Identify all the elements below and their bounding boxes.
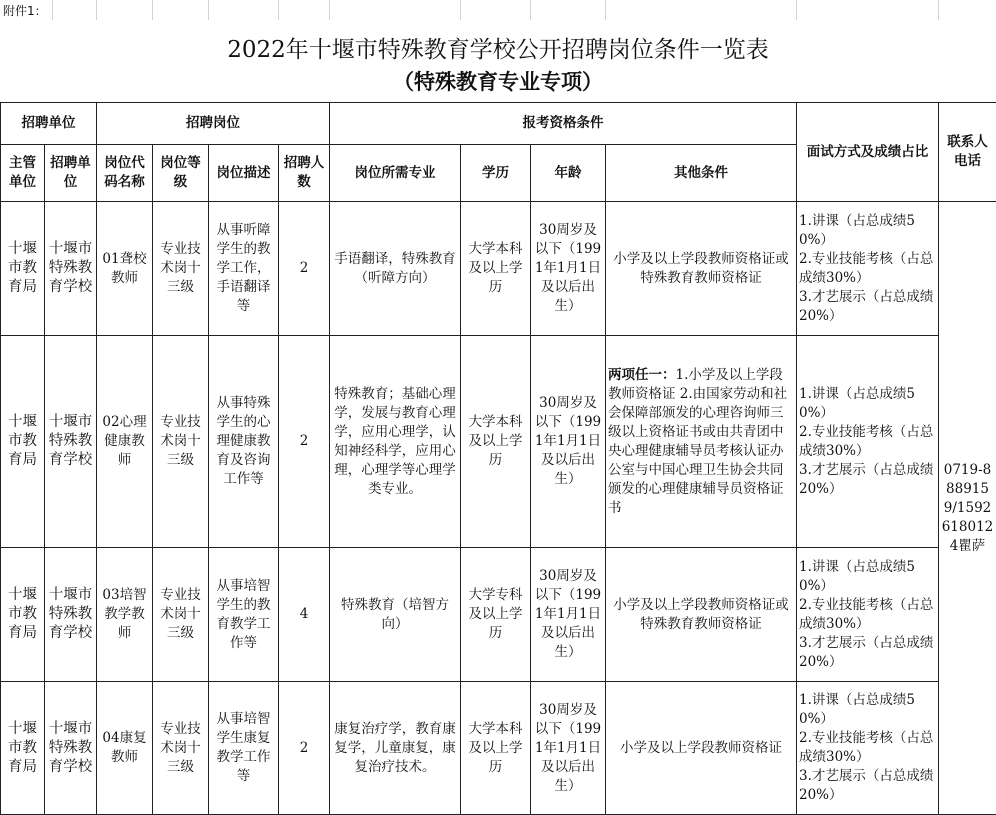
- interview-line: 1.讲课（占总成绩50%）: [799, 691, 936, 729]
- header-count: 招聘人数: [279, 145, 330, 202]
- cell-interview: [797, 202, 939, 336]
- cell-other: [606, 682, 797, 815]
- interview-line: 3.才艺展示（占总成绩20%）: [799, 634, 936, 672]
- cell-education: 大学本科及以上学历: [461, 202, 531, 336]
- header-post-level: 岗位等级: [153, 145, 209, 202]
- cell-post-code: 02心理健康教师: [97, 336, 153, 548]
- header-education: 学历: [461, 145, 531, 202]
- header-age: 年龄: [531, 145, 606, 202]
- cell-interview: [797, 682, 939, 815]
- interview-line: 1.讲课（占总成绩50%）: [799, 385, 936, 423]
- grid-line: [152, 0, 153, 20]
- grid-line: [329, 0, 330, 20]
- cell-major: 特殊教育（培智方向）: [330, 548, 461, 682]
- cell-other: [606, 548, 797, 682]
- other-text: 1.小学及以上学段教师资格证 2.由国家劳动和社会保障部颁发的心理咨询师三级以上资格证书或由共青团中央心理健康辅导员考核认证办公室与中国心理卫生协会共同颁发的心理健康辅导员资格证书: [608, 367, 787, 516]
- cell-dept: 十堰市教育局: [1, 202, 45, 336]
- other-bold-prefix: 两项任一：: [608, 367, 676, 383]
- cell-contact-phone: 0719-8889159/15926180124瞿萨: [939, 202, 996, 815]
- interview-line: 2.专业技能考核（占总成绩30%）: [799, 596, 936, 634]
- grid-line: [278, 0, 279, 20]
- page-title: 2022年十堰市特殊教育学校公开招聘岗位条件一览表: [0, 31, 996, 64]
- cell-post-desc: 从事特殊学生的心理健康教育及咨询工作等: [209, 336, 279, 548]
- cell-employer: 十堰市特殊教育学校: [45, 548, 97, 682]
- cell-age: 30周岁及以下（1991年1月1日及以后出生）: [531, 548, 606, 682]
- interview-line: 2.专业技能考核（占总成绩30%）: [799, 423, 936, 461]
- cell-count: 2: [279, 202, 330, 336]
- cell-post-code: 04康复教师: [97, 682, 153, 815]
- cell-post-desc: 从事听障学生的教学工作，手语翻译等: [209, 202, 279, 336]
- header-row-groups: [1, 103, 996, 145]
- grid-line: [96, 0, 97, 20]
- recruitment-table: [0, 102, 996, 815]
- header-contact: 联系人电话: [939, 103, 996, 202]
- cell-major: 康复治疗学，教育康复学，儿童康复，康复治疗技术。: [330, 682, 461, 815]
- other-text: 小学及以上学段教师资格证或特殊教育教师资格证: [613, 597, 789, 632]
- table-row: [1, 682, 996, 815]
- table-row: [1, 548, 996, 682]
- table-row: [1, 336, 996, 548]
- cell-post-desc: 从事培智学生康复教学工作等: [209, 682, 279, 815]
- cell-major: 手语翻译，特殊教育（听障方向）: [330, 202, 461, 336]
- table-row: [1, 202, 996, 336]
- interview-line: 1.讲课（占总成绩50%）: [799, 558, 936, 596]
- header-dept: 主管单位: [1, 145, 45, 202]
- header-major: 岗位所需专业: [330, 145, 461, 202]
- other-text: 小学及以上学段教师资格证或特殊教育教师资格证: [613, 251, 789, 286]
- interview-line: 2.专业技能考核（占总成绩30%）: [799, 250, 936, 288]
- cell-employer: 十堰市特殊教育学校: [45, 682, 97, 815]
- interview-line: 3.才艺展示（占总成绩20%）: [799, 288, 936, 326]
- cell-education: 大学专科及以上学历: [461, 548, 531, 682]
- cell-dept: 十堰市教育局: [1, 682, 45, 815]
- cell-post-level: 专业技术岗十三级: [153, 336, 209, 548]
- cell-post-level: 专业技术岗十三级: [153, 548, 209, 682]
- cell-post-code: 03培智教学教师: [97, 548, 153, 682]
- cell-education: 大学本科及以上学历: [461, 336, 531, 548]
- cell-age: 30周岁及以下（1991年1月1日及以后出生）: [531, 336, 606, 548]
- page-subtitle: （特殊教育专业专项）: [0, 66, 996, 96]
- interview-line: 3.才艺展示（占总成绩20%）: [799, 767, 936, 805]
- cell-post-level: 专业技术岗十三级: [153, 682, 209, 815]
- grid-line: [796, 0, 797, 20]
- cell-other: [606, 336, 797, 548]
- grid-line: [605, 0, 606, 20]
- header-group-qualifications: 报考资格条件: [330, 103, 797, 145]
- header-interview: 面试方式及成绩占比: [797, 103, 939, 202]
- cell-post-code: 01聋校教师: [97, 202, 153, 336]
- cell-employer: 十堰市特殊教育学校: [45, 202, 97, 336]
- cell-post-desc: 从事培智学生的教育教学工作等: [209, 548, 279, 682]
- header-post-desc: 岗位描述: [209, 145, 279, 202]
- cell-employer: 十堰市特殊教育学校: [45, 336, 97, 548]
- grid-line: [530, 0, 531, 20]
- interview-line: 3.才艺展示（占总成绩20%）: [799, 461, 936, 499]
- cell-post-level: 专业技术岗十三级: [153, 202, 209, 336]
- cell-count: 2: [279, 336, 330, 548]
- header-employer: 招聘单位: [45, 145, 97, 202]
- interview-line: 1.讲课（占总成绩50%）: [799, 212, 936, 250]
- cell-dept: 十堰市教育局: [1, 336, 45, 548]
- grid-line: [52, 0, 53, 20]
- cell-count: 4: [279, 548, 330, 682]
- other-text: 小学及以上学段教师资格证: [620, 740, 782, 756]
- cell-age: 30周岁及以下（1991年1月1日及以后出生）: [531, 682, 606, 815]
- cell-other: [606, 202, 797, 336]
- header-group-post: 招聘岗位: [97, 103, 330, 145]
- cell-interview: [797, 336, 939, 548]
- header-other: 其他条件: [606, 145, 797, 202]
- cell-interview: [797, 548, 939, 682]
- grid-line: [460, 0, 461, 20]
- grid-line: [208, 0, 209, 20]
- cell-age: 30周岁及以下（1991年1月1日及以后出生）: [531, 202, 606, 336]
- header-group-unit: 招聘单位: [1, 103, 97, 145]
- cell-count: 2: [279, 682, 330, 815]
- interview-line: 2.专业技能考核（占总成绩30%）: [799, 729, 936, 767]
- cell-education: 大学本科及以上学历: [461, 682, 531, 815]
- grid-line: [938, 0, 939, 20]
- cell-major: 特殊教育；基础心理学，发展与教育心理学，应用心理学，认知神经科学，应用心理，心理学等心理学类专业。: [330, 336, 461, 548]
- cell-dept: 十堰市教育局: [1, 548, 45, 682]
- header-post-code: 岗位代码名称: [97, 145, 153, 202]
- attachment-label: 附件1：: [3, 2, 47, 19]
